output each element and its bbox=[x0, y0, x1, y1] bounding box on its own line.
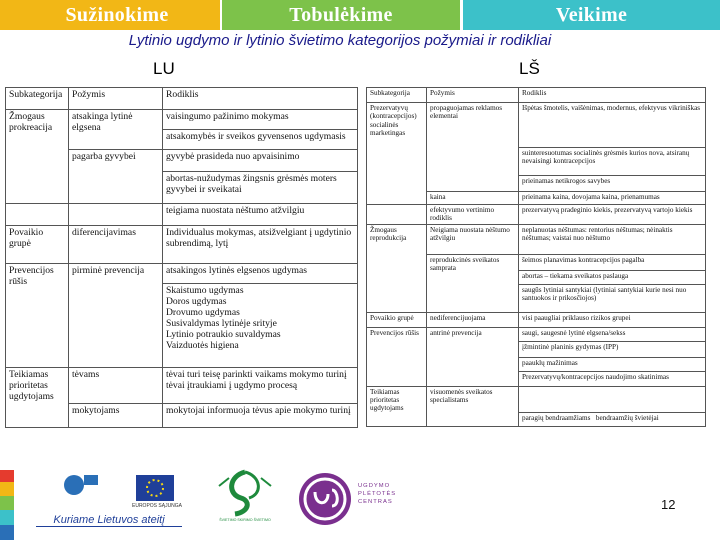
table-header-cell: Subkategorija bbox=[6, 88, 69, 110]
page-number: 12 bbox=[661, 497, 676, 512]
lu-table bbox=[5, 87, 358, 428]
lu-label: LU bbox=[153, 59, 175, 78]
table-cell: suinteresuotumas socialinės grėsmės kurios nova, atsiranų nevaisingi kontracepcijos bbox=[519, 148, 706, 176]
table-cell: tėvams bbox=[69, 368, 163, 404]
table-cell: antrinė prevencija bbox=[427, 327, 519, 386]
table-cell: saugūs lytiniai santykiai (lytiniai santykiai kurie nesi nuo santuokos ir prikosčiojos) bbox=[519, 284, 706, 312]
table-cell: Teikiamas prioritetas ugdytojams bbox=[6, 368, 69, 428]
ls-table bbox=[366, 87, 706, 427]
ministry-text: ŠVIETIMO SKIRIMO ŠVIETIMO bbox=[219, 518, 271, 522]
ministry-emblem-icon bbox=[205, 468, 285, 518]
tab-tobulekime[interactable]: Tobulėkime bbox=[222, 0, 460, 30]
ls-label: LŠ bbox=[519, 59, 540, 78]
table-cell: Teikiamas prioritetas ugdytojams bbox=[367, 386, 427, 426]
table-cell: Prezervatyvų (kontracepcijos) socialinės marketingas bbox=[367, 103, 427, 205]
upc-text: UGDYMO PLĖTOTĖS CENTRAS bbox=[358, 483, 397, 506]
ministry-logo bbox=[205, 468, 285, 528]
table-cell: atsakinga lytinė elgsena bbox=[69, 110, 163, 150]
table-cell: paragių bendraamžiams bendraamžių švietėjai bbox=[519, 412, 706, 426]
table-cell: Žmogaus prokreacija bbox=[6, 110, 69, 204]
table-cell: abortas-nužudymas žingsnis grėsmės moters gyvybei ir sveikatai bbox=[163, 172, 358, 204]
table-cell: paauklų mažinimas bbox=[519, 357, 706, 371]
table-cell: mokytojai informuoja tėvus apie mokymo turinį bbox=[163, 404, 358, 428]
upc-circle-icon bbox=[298, 472, 352, 526]
table-cell: visuomenės sveikatos specialistams bbox=[427, 386, 519, 426]
table-cell: atsakomybės ir sveikos gyvensenos ugdymasis bbox=[163, 130, 358, 150]
eu-slogan: Kuriame Lietuvos ateitį bbox=[36, 514, 182, 527]
tab-veikime[interactable]: Veikime bbox=[463, 0, 720, 30]
table-cell: saugi, saugesnė lytinė elgsena/sekss bbox=[519, 327, 706, 341]
table-header-cell: Rodiklis bbox=[163, 88, 358, 110]
table-cell: teigiama nuostata nėštumo atžvilgiu bbox=[163, 204, 358, 226]
table-cell: įžmintinė planinis gydymas (IPP) bbox=[519, 341, 706, 357]
table-cell: reprodukcinės sveikatos samprata bbox=[427, 254, 519, 312]
table-cell: šeimos planavimas kontracepcijos pagalba bbox=[519, 254, 706, 270]
table-cell: Povaikio grupė bbox=[367, 312, 427, 327]
table-cell: Prezervatyvų/kontracepcijos naudojimo skatinimas bbox=[519, 371, 706, 386]
table-cell: gyvybė prasideda nuo apvaisinimo bbox=[163, 150, 358, 172]
eu-funds-logo bbox=[36, 471, 182, 531]
table-cell: prieinama kaina, dovojama kaina, prienamumas bbox=[519, 192, 706, 205]
table-cell: neplanuotas nėštumas: rentorius nėštumas; nėinaktis nėštumas; vaistai nuo nėštumo bbox=[519, 224, 706, 254]
table-cell: vaisingumo pažinimo mokymas bbox=[163, 110, 358, 130]
table-cell: Prevencijos rūšis bbox=[6, 264, 69, 368]
upc-logo bbox=[298, 472, 418, 527]
table-cell: prezervatyvą pradeginio kiekis, prezervatyvą vartojo kiekis bbox=[519, 205, 706, 225]
table-cell: prieinamas netikrogos savybes bbox=[519, 176, 706, 192]
eu-small-text: EUROPOS SĄJUNGA bbox=[132, 503, 183, 509]
table-cell: kaina bbox=[427, 192, 519, 205]
table-cell: Prevencijos rūšis bbox=[367, 327, 427, 386]
footer bbox=[0, 466, 720, 540]
table-cell: Neigiama nuostata nėštumo atžvilgiu bbox=[427, 224, 519, 254]
table-cell: efektyvumo vertinimo rodiklis bbox=[427, 205, 519, 225]
table-cell: Žmogaus reprodukcija bbox=[367, 224, 427, 312]
table-header-cell: Požymis bbox=[427, 88, 519, 103]
tab-suzinokime[interactable]: Sužinokime bbox=[14, 0, 220, 30]
table-cell: tėvai turi teisę parinkti vaikams mokymo turinį tėvai įtraukiami į ugdymo procesą bbox=[163, 368, 358, 404]
table-cell: diferencijavimas bbox=[69, 226, 163, 264]
table-cell: mokytojams bbox=[69, 404, 163, 428]
table-cell: pagarba gyvybei bbox=[69, 150, 163, 204]
table-cell: visi paaugliai priklauso rizikos grupei bbox=[519, 312, 706, 327]
table-cell: Skaistumo ugdymas Doros ugdymas Drovumo ugdymas Susivaldymas lytinėje srityje Lytinio potraukio suvaldymas Vaizduotės higiena bbox=[163, 284, 358, 368]
table-header-cell: Subkategorija bbox=[367, 88, 427, 103]
table-cell: Individualus mokymas, atsižvelgiant į ugdytinio subrendimą, lytį bbox=[163, 226, 358, 264]
table-cell: Povaikio grupė bbox=[6, 226, 69, 264]
table-cell: abortas – tiekama sveikatos paslauga bbox=[519, 270, 706, 284]
table-cell: pirminė prevencija bbox=[69, 264, 163, 368]
table-cell: Išpėtas šmotelis, vaišėnimas, modernus, efektyvus vikriniškas bbox=[519, 103, 706, 148]
table-cell: nediferencijuojama bbox=[427, 312, 519, 327]
table-cell: propaguojamas reklamos elementai bbox=[427, 103, 519, 192]
table-cell: atsakingos lytinės elgsenos ugdymas bbox=[163, 264, 358, 284]
table-header-cell: Rodiklis bbox=[519, 88, 706, 103]
page-subtitle: Lytinio ugdymo ir lytinio švietimo kategorijos požymiai ir rodikliai bbox=[128, 32, 552, 49]
table-header-cell: Požymis bbox=[69, 88, 163, 110]
